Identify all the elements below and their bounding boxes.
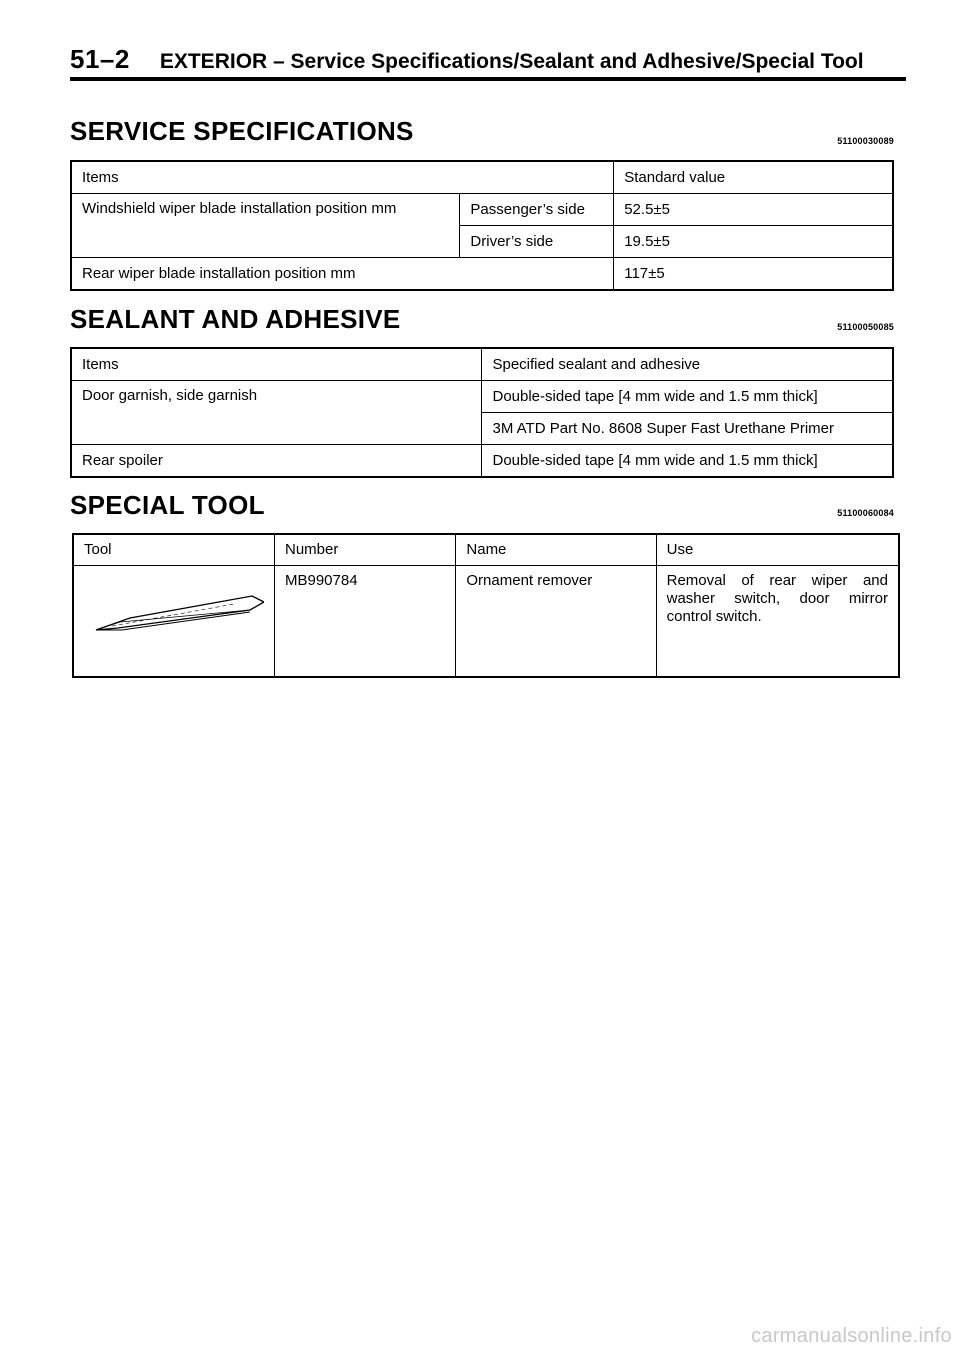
door-garnish-primer: 3M ATD Part No. 8608 Super Fast Urethane Primer (482, 413, 893, 445)
service-specifications-heading: SERVICE SPECIFICATIONS (70, 116, 414, 146)
table-header-row (71, 348, 893, 381)
table-header-row (71, 161, 893, 194)
header-rule (70, 77, 906, 81)
table-header-row (73, 534, 899, 566)
table-row (71, 445, 893, 478)
table-row (71, 381, 893, 413)
rear-spoiler-tape: Double-sided tape [4 mm wide and 1.5 mm thick] (482, 445, 893, 478)
tool-name: Ornament remover (456, 566, 656, 678)
col-standard-value-header: Standard value (614, 161, 893, 194)
col-number-header: Number (275, 534, 456, 566)
passenger-side-value: 52.5±5 (614, 194, 893, 226)
col-tool-header: Tool (73, 534, 275, 566)
tool-number: MB990784 (275, 566, 456, 678)
windshield-wiper-item: Windshield wiper blade installation position mm (71, 194, 460, 258)
page-title: EXTERIOR – Service Specifications/Sealant and Adhesive/Special Tool (159, 50, 864, 73)
special-tool-heading: SPECIAL TOOL (70, 490, 265, 520)
rear-wiper-item: Rear wiper blade installation position mm (71, 258, 614, 291)
col-specified-header: Specified sealant and adhesive (482, 348, 893, 381)
tool-image-cell (73, 566, 275, 678)
table-row (71, 258, 893, 291)
passenger-side-cell: Passenger’s side (460, 194, 614, 226)
tool-use: Removal of rear wiper and washer switch, door mirror control switch. (656, 566, 899, 678)
special-tool-table (72, 533, 900, 678)
ornament-remover-tool-icon (84, 586, 264, 638)
page-header (70, 44, 906, 75)
service-specifications-code: 51100030089 (837, 136, 894, 146)
rear-spoiler-item: Rear spoiler (71, 445, 482, 478)
sealant-adhesive-table (70, 347, 894, 478)
table-row (73, 566, 899, 678)
door-garnish-item: Door garnish, side garnish (71, 381, 482, 445)
col-name-header: Name (456, 534, 656, 566)
door-garnish-tape: Double-sided tape [4 mm wide and 1.5 mm thick] (482, 381, 893, 413)
sealant-adhesive-heading: SEALANT AND ADHESIVE (70, 304, 401, 334)
watermark: carmanualsonline.info (751, 1325, 952, 1347)
service-specifications-table (70, 160, 894, 291)
col-items-header: Items (71, 161, 614, 194)
rear-wiper-value: 117±5 (614, 258, 893, 291)
special-tool-code: 51100060084 (837, 508, 894, 518)
driver-side-value: 19.5±5 (614, 226, 893, 258)
table-row (71, 194, 893, 226)
col-use-header: Use (656, 534, 899, 566)
driver-side-cell: Driver’s side (460, 226, 614, 258)
page-number: 51–2 (70, 44, 130, 74)
sealant-adhesive-code: 51100050085 (837, 322, 894, 332)
col-items-header: Items (71, 348, 482, 381)
